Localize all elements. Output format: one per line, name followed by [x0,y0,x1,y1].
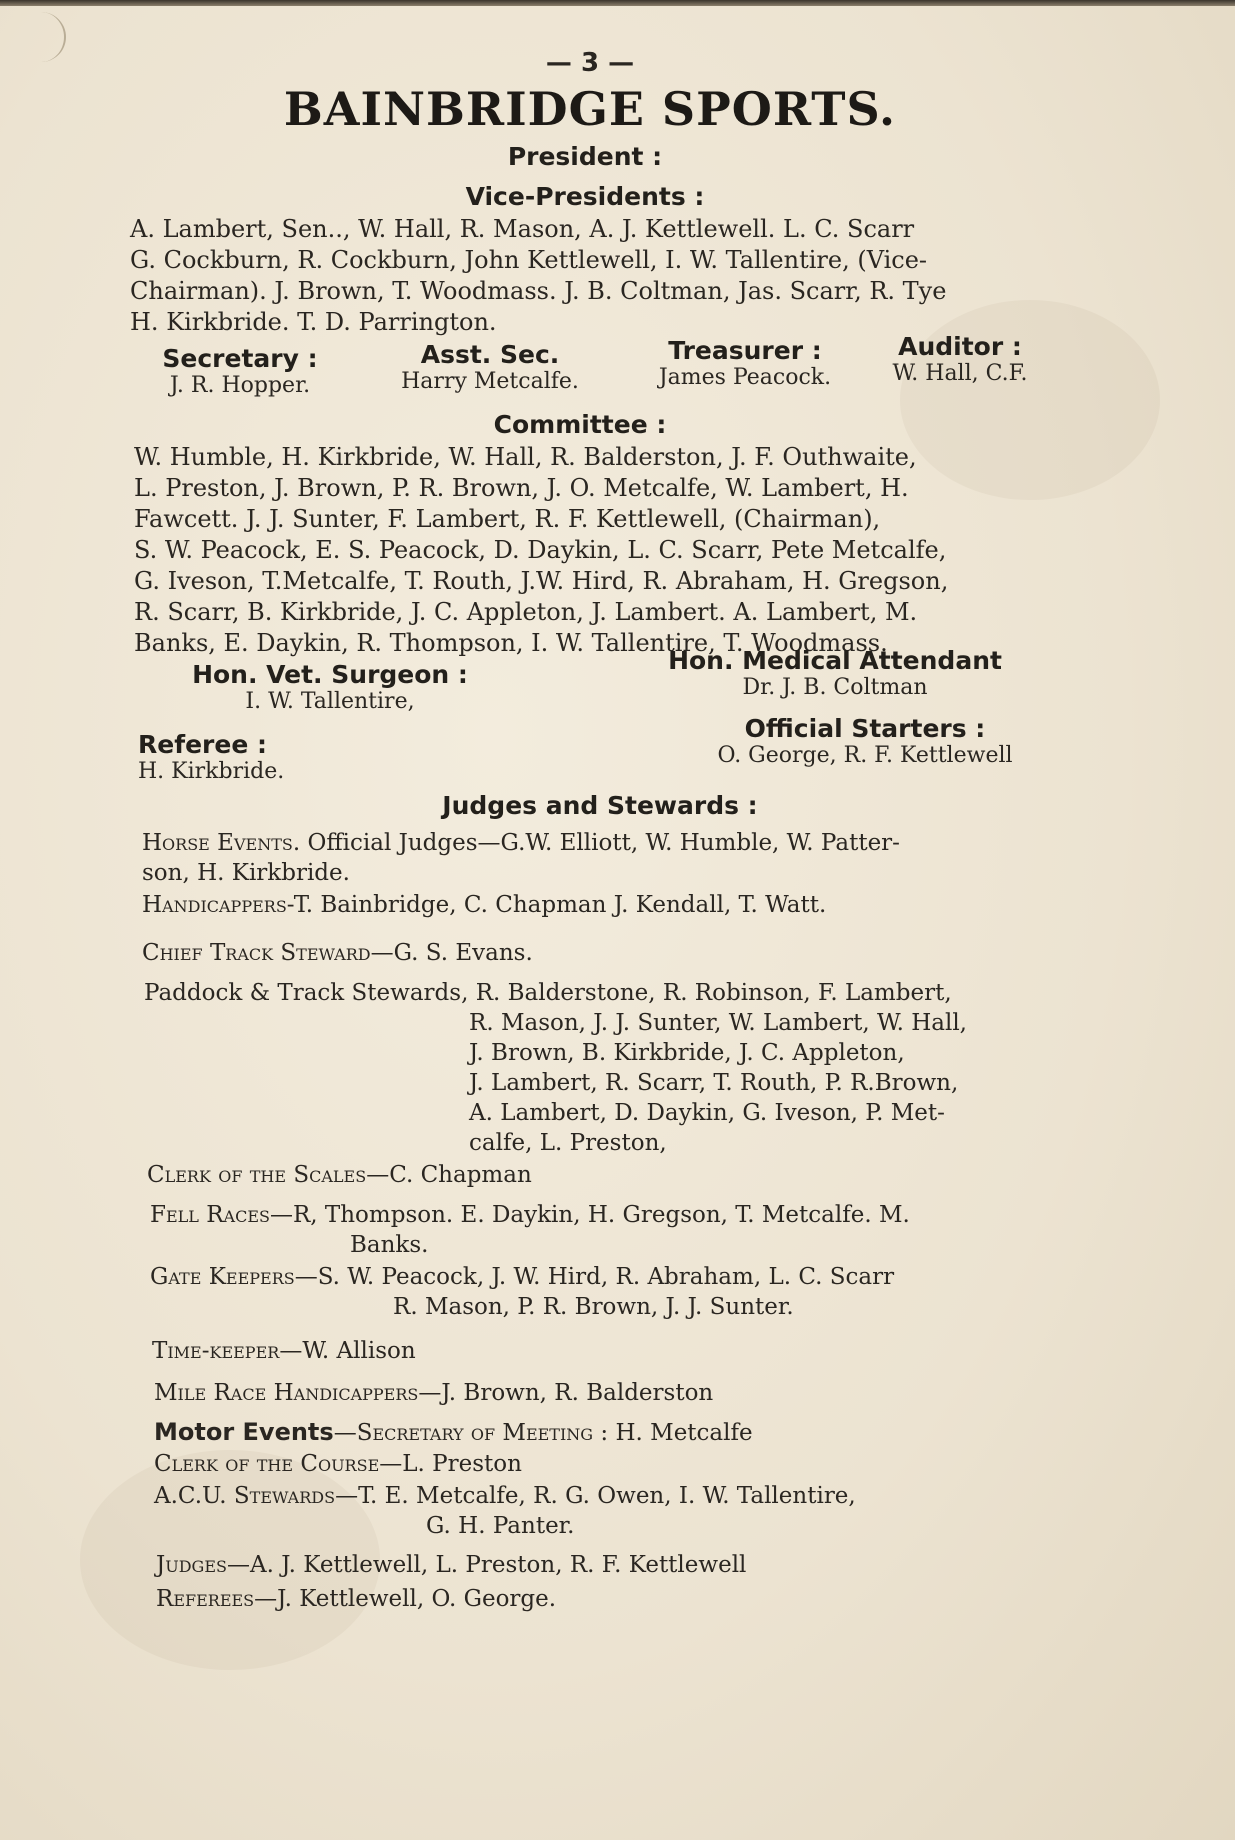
committee-line: L. Preston, J. Brown, P. R. Brown, J. O. Metcalfe, W. Lambert, H. [134,474,909,502]
official-starters-name: O. George, R. F. Kettlewell [717,743,1013,768]
asst-sec-name: Harry Metcalfe. [401,369,579,394]
gate-keepers-label: Gate Keepers [150,1264,295,1290]
handicappers-entry [142,890,826,920]
secretary-title: Secretary : [162,344,318,373]
committee-line: S. W. Peacock, E. S. Peacock, D. Daykin, L. C. Scarr, Pete Metcalfe, [134,536,947,564]
horse-events-entry [142,828,1082,888]
fell-races-text: Banks. [350,1232,429,1258]
acu-stewards-text: —T. E. Metcalfe, R. G. Owen, I. W. Tallentire, [335,1483,856,1509]
gate-keepers-text: R. Mason, P. R. Brown, J. J. Sunter. [393,1294,794,1320]
vice-presidents-line: A. Lambert, Sen.., W. Hall, R. Mason, A. J. Kettlewell. L. C. Scarr [130,215,915,243]
asst-sec-title: Asst. Sec. [420,340,560,369]
time-keeper-text: —W. Allison [279,1338,416,1364]
vet-surgeon-name: I. W. Tallentire, [245,689,415,714]
medical-attendant-block [640,646,1030,700]
clerk-of-course-entry [154,1449,522,1479]
paddock-stewards-text: R. Mason, J. J. Sunter, W. Lambert, W. Hall, [469,1010,967,1036]
handicappers-label: Handicappers [142,892,287,918]
committee-line: Banks, E. Daykin, R. Thompson, I. W. Tallentire, T. Woodmass. [134,629,888,657]
committee-list [134,442,1054,659]
page-number: — 3 — [545,48,635,78]
secretary-block [130,344,350,398]
medical-attendant-title: Hon. Medical Attendant [668,646,1002,675]
motor-events-label: Motor Events [154,1418,334,1446]
paddock-stewards-text: A. Lambert, D. Daykin, G. Iveson, P. Met- [469,1100,945,1126]
vet-surgeon-title: Hon. Vet. Surgeon : [192,660,468,689]
president-heading: President : [507,142,663,171]
clerk-of-scales-text: —C. Chapman [366,1162,532,1188]
paddock-stewards-text: J. Brown, B. Kirkbride, J. C. Appleton, [469,1040,905,1066]
referee-name: H. Kirkbride. [138,759,285,784]
secretary-name: J. R. Hopper. [169,373,311,398]
clerk-of-course-label: Clerk of the Course [154,1451,380,1477]
time-keeper-label: Time-keeper [152,1338,280,1364]
mile-race-handicappers-label: Mile Race Handicappers [154,1380,419,1406]
motor-events-entry [154,1417,753,1448]
referees-entry [156,1584,556,1614]
asst-sec-block [370,340,610,394]
auditor-block [870,332,1050,386]
acu-stewards-text: G. H. Panter. [426,1513,575,1539]
committee-heading: Committee : [493,410,667,439]
vice-presidents-line: Chairman). J. Brown, T. Woodmass. J. B. Coltman, Jas. Scarr, R. Tye [130,277,947,305]
fell-races-text: —R, Thompson. E. Daykin, H. Gregson, T. Metcalfe. M. [269,1202,910,1228]
horse-events-text: Official Judges—G.W. Elliott, W. Humble, W. Patter- [300,830,900,856]
referees-label: Referees [156,1586,255,1612]
referee-title: Referee : [138,730,267,759]
treasurer-title: Treasurer : [668,336,822,365]
fell-races-label: Fell Races [150,1202,270,1228]
paddock-stewards-text: J. Lambert, R. Scarr, T. Routh, P. R.Brown, [469,1070,959,1096]
clerk-of-course-text: —L. Preston [379,1451,522,1477]
mile-race-handicappers-entry [154,1378,713,1408]
referee-block [138,730,438,784]
judges-label: Judges [156,1552,227,1578]
clerk-of-scales-label: Clerk of the Scales [147,1162,367,1188]
vice-presidents-heading: Vice-Presidents : [465,182,705,211]
paddock-stewards-entry [144,978,1084,1158]
chief-track-steward-label: Chief Track Steward [142,940,371,966]
referees-text: —J. Kettlewell, O. George. [254,1586,557,1612]
treasurer-name: James Peacock. [658,365,832,390]
chief-track-steward-entry [142,938,533,968]
time-keeper-entry [152,1336,416,1366]
vice-presidents-list [130,214,1050,338]
motor-events-secretary-label: —Secretary of Meeting [333,1420,594,1446]
vet-surgeon-block [160,660,500,714]
page-title: BAINBRIDGE SPORTS. [283,82,897,136]
auditor-title: Auditor : [898,332,1022,361]
gate-keepers-entry [150,1262,1070,1322]
committee-line: R. Scarr, B. Kirkbride, J. C. Appleton, J. Lambert. A. Lambert, M. [134,598,918,626]
judges-stewards-heading: Judges and Stewards : [442,791,758,820]
clerk-of-scales-entry [147,1160,532,1190]
acu-stewards-label: A.C.U. Stewards [154,1483,336,1509]
committee-line: W. Humble, H. Kirkbride, W. Hall, R. Balderston, J. F. Outhwaite, [134,443,917,471]
committee-line: G. Iveson, T.Metcalfe, T. Routh, J.W. Hird, R. Abraham, H. Gregson, [134,567,949,595]
fell-races-entry [150,1200,1070,1260]
treasurer-block [630,336,860,390]
official-starters-block [680,714,1050,768]
mile-race-handicappers-text: —J. Brown, R. Balderston [418,1380,714,1406]
judges-text: —A. J. Kettlewell, L. Preston, R. F. Kettlewell [226,1552,747,1578]
auditor-name: W. Hall, C.F. [892,361,1028,386]
medical-attendant-name: Dr. J. B. Coltman [742,675,928,700]
gate-keepers-text: —S. W. Peacock, J. W. Hird, R. Abraham, L. C. Scarr [294,1264,895,1290]
paddock-stewards-text: Paddock & Track Stewards, R. Balderstone, R. Robinson, F. Lambert, [144,980,952,1006]
vice-presidents-line: G. Cockburn, R. Cockburn, John Kettlewell, I. W. Tallentire, (Vice- [130,246,928,274]
judges-entry [156,1550,746,1580]
horse-events-text: son, H. Kirkbride. [142,860,350,886]
motor-events-text: : H. Metcalfe [593,1420,753,1446]
chief-track-steward-text: —G. S. Evans. [370,940,533,966]
paddock-stewards-text: calfe, L. Preston, [469,1130,667,1156]
handicappers-text: -T. Bainbridge, C. Chapman J. Kendall, T. Watt. [286,892,827,918]
official-starters-title: Official Starters : [744,714,986,743]
horse-events-label: Horse Events. [142,830,301,856]
acu-stewards-entry [154,1481,1074,1541]
vice-presidents-line: H. Kirkbride. T. D. Parrington. [130,308,497,336]
committee-line: Fawcett. J. J. Sunter, F. Lambert, R. F. Kettlewell, (Chairman), [134,505,881,533]
